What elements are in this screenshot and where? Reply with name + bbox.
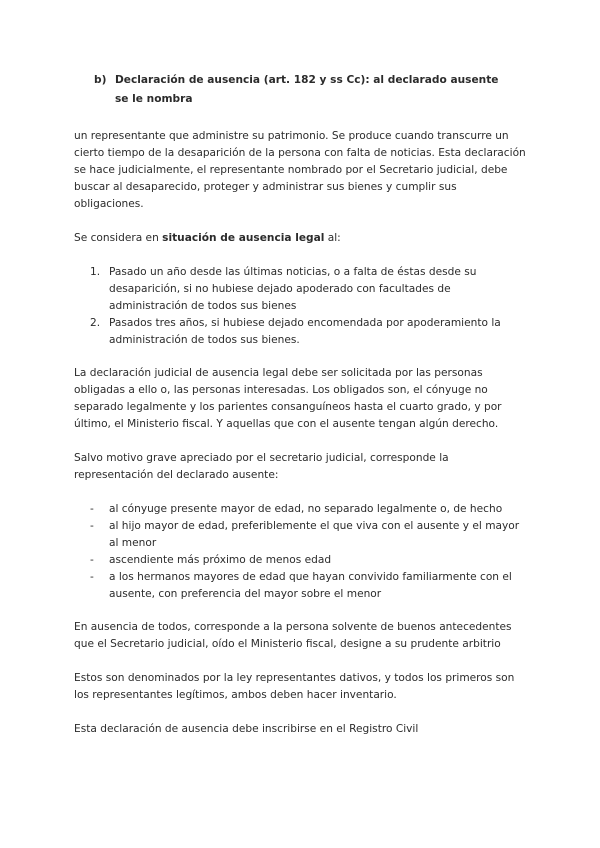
motivo-paragraph: Salvo motivo grave apreciado por el secretario judicial, corresponde la representación del declarado ausente: — [74, 452, 449, 481]
heading-text: Declaración de ausencia (art. 182 y ss Cc): al declarado ausente se le nombra — [115, 74, 499, 105]
heading-letter: b) — [94, 74, 107, 86]
consider-bold: situación de ausencia legal — [162, 232, 325, 244]
intro-paragraph: un representante que administre su patrimonio. Se produce cuando transcurre un cierto tiempo de la desaparición de la persona con falta de noticias. Esta declaración se hace judicialmente, el representante nombrado por el Secretario judicial, debe buscar al desaparecido, proteger y administrar sus bienes y cumplir sus obligaciones. — [74, 130, 526, 210]
list-text: Pasado un año desde las últimas noticias, o a falta de éstas desde su desaparición, si no hubiese dejado apoderado con facultades de administración de todos sus bienes — [109, 266, 477, 312]
list-text: Pasados tres años, si hubiese dejado encomendada por apoderamiento la administración de todos sus bienes. — [109, 317, 501, 346]
dash-text: al cónyuge presente mayor de edad, no separado legalmente o, de hecho — [109, 503, 503, 515]
dash-list — [74, 501, 526, 603]
dash-mark: - — [90, 520, 94, 532]
dash-item — [74, 552, 526, 569]
list-item — [74, 315, 526, 349]
dash-item — [74, 501, 526, 518]
dash-item — [74, 569, 526, 603]
ordered-list — [74, 264, 526, 349]
section-heading — [94, 71, 526, 109]
consider-paragraph — [74, 230, 526, 247]
dash-text: ascendiente más próximo de menos edad — [109, 554, 332, 566]
consider-after: al: — [324, 232, 341, 244]
ausencia-paragraph: En ausencia de todos, corresponde a la persona solvente de buenos antecedentes que el Secretario judicial, oído el Ministerio fiscal, designe a su prudente arbitrio — [74, 621, 512, 650]
list-number: 1. — [90, 266, 101, 278]
dash-text: al hijo mayor de edad, preferiblemente el que viva con el ausente y el mayor al menor — [109, 520, 520, 549]
list-item — [74, 264, 526, 315]
registro-paragraph: Esta declaración de ausencia debe inscribirse en el Registro Civil — [74, 723, 419, 735]
dash-text: a los hermanos mayores de edad que hayan convivido familiarmente con el ausente, con preferencia del mayor sobre el menor — [109, 571, 512, 600]
dash-mark: - — [90, 571, 94, 583]
consider-before: Se considera en — [74, 232, 163, 244]
list-number: 2. — [90, 317, 101, 329]
dash-mark: - — [90, 503, 94, 515]
dativos-paragraph: Estos son denominados por la ley representantes dativos, y todos los primeros son los representantes legítimos, ambos deben hacer inventario. — [74, 672, 515, 701]
dash-item — [74, 518, 526, 552]
dash-mark: - — [90, 554, 94, 566]
judicial-paragraph: La declaración judicial de ausencia legal debe ser solicitada por las personas obligadas a ello o, las personas interesadas. Los obligados son, el cónyuge no separado legalmente y los parientes consanguíneos hasta el cuarto grado, y por último, el Ministerio fiscal. Y aquellas que con el ausente tengan algún derecho. — [74, 367, 502, 430]
document-page — [74, 71, 526, 755]
